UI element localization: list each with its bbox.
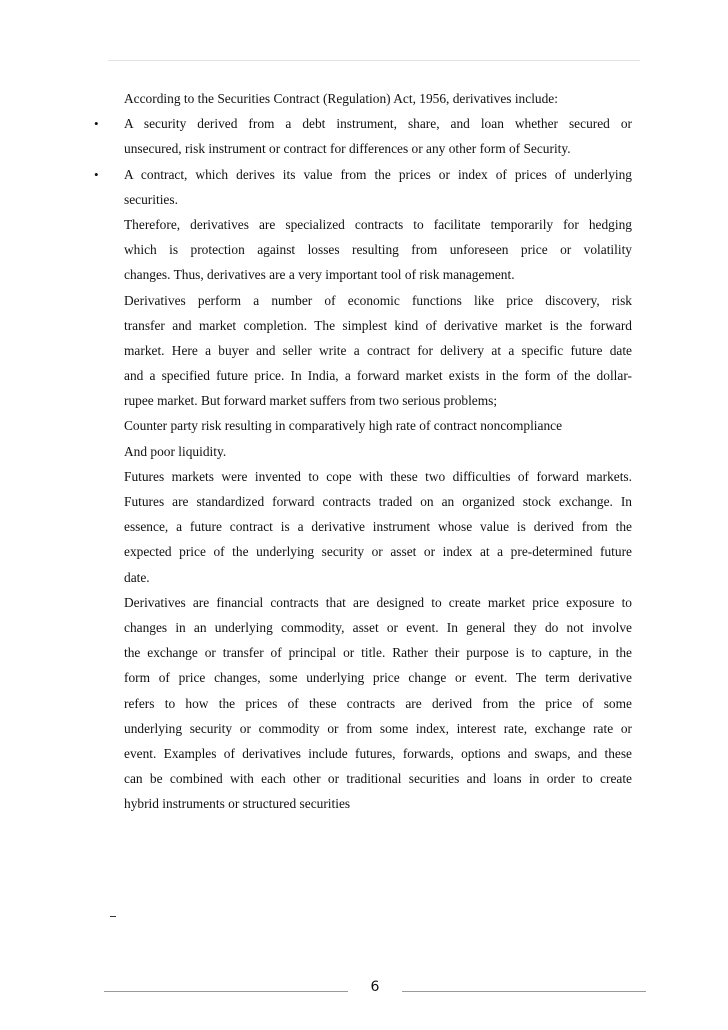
text-line: and a specified future price. In India, a forward market exists in the form of the dollar- xyxy=(124,368,632,384)
text-line: which is protection against losses resulting from unforeseen price or volatility xyxy=(124,242,632,258)
text-line: hybrid instruments or structured securities xyxy=(124,796,351,812)
text-line: event. Examples of derivatives include futures, forwards, options and swaps, and these xyxy=(124,745,632,761)
text-line: And poor liquidity. xyxy=(124,443,227,459)
footer-rule-left xyxy=(104,991,348,992)
footer-rule-right xyxy=(402,991,646,992)
bullet-icon: • xyxy=(94,166,99,182)
text-line: refers to how the prices of these contracts are derived from the price of some xyxy=(124,695,632,711)
text-line: essence, a future contract is a derivative instrument whose value is derived from the xyxy=(124,519,632,535)
bullet-icon: • xyxy=(94,116,99,132)
text-line: market. Here a buyer and seller write a contract for delivery at a specific future date xyxy=(124,342,632,358)
bullet-line xyxy=(94,111,632,136)
text-line: transfer and market completion. The simplest kind of derivative market is the forward xyxy=(124,317,632,333)
text-line: the exchange or transfer of principal or title. Rather their purpose is to capture, in the xyxy=(124,645,632,661)
text-line: Futures are standardized forward contracts traded on an organized stock exchange. In xyxy=(124,494,632,509)
header-rule xyxy=(108,60,640,61)
text-line: Derivatives perform a number of economic functions like price discovery, risk xyxy=(124,292,632,308)
text-line: underlying security or commodity or from some index, interest rate, exchange rate or xyxy=(124,720,632,736)
text-line: A security derived from a debt instrument, share, and loan whether secured or xyxy=(124,116,632,132)
document-body xyxy=(94,86,632,816)
text-line: can be combined with each other or traditional securities and loans in order to create xyxy=(124,771,632,787)
text-line: Therefore, derivatives are specialized contracts to facilitate temporarily for hedging xyxy=(124,216,632,232)
text-line: changes in an underlying commodity, asset or event. In general they do not involve xyxy=(124,619,632,635)
bullet-line xyxy=(94,162,632,187)
text-line: Counter party risk resulting in comparatively high rate of contract noncompliance xyxy=(124,418,563,434)
footnote-dash xyxy=(110,916,116,917)
text-line: Futures markets were invented to cope with these two difficulties of forward markets. xyxy=(124,468,632,484)
text-line: A contract, which derives its value from the prices or index of prices of underlying xyxy=(124,166,632,182)
text-line: date. xyxy=(124,569,150,585)
text-line: unsecured, risk instrument or contract for differences or any other form of Security. xyxy=(124,141,571,157)
text-line: Derivatives are financial contracts that are designed to create market price exposure to xyxy=(124,594,632,610)
page-number: 6 xyxy=(370,979,380,995)
text-line: changes. Thus, derivatives are a very important tool of risk management. xyxy=(124,267,515,283)
text-line: rupee market. But forward market suffers from two serious problems; xyxy=(124,393,498,409)
text-line: securities. xyxy=(124,191,178,207)
text-line: According to the Securities Contract (Regulation) Act, 1956, derivatives include: xyxy=(124,91,558,106)
text-line: form of price changes, some underlying price change or event. The term derivative xyxy=(124,670,632,686)
text-line: expected price of the underlying security or asset or index at a pre-determined future xyxy=(124,544,632,560)
